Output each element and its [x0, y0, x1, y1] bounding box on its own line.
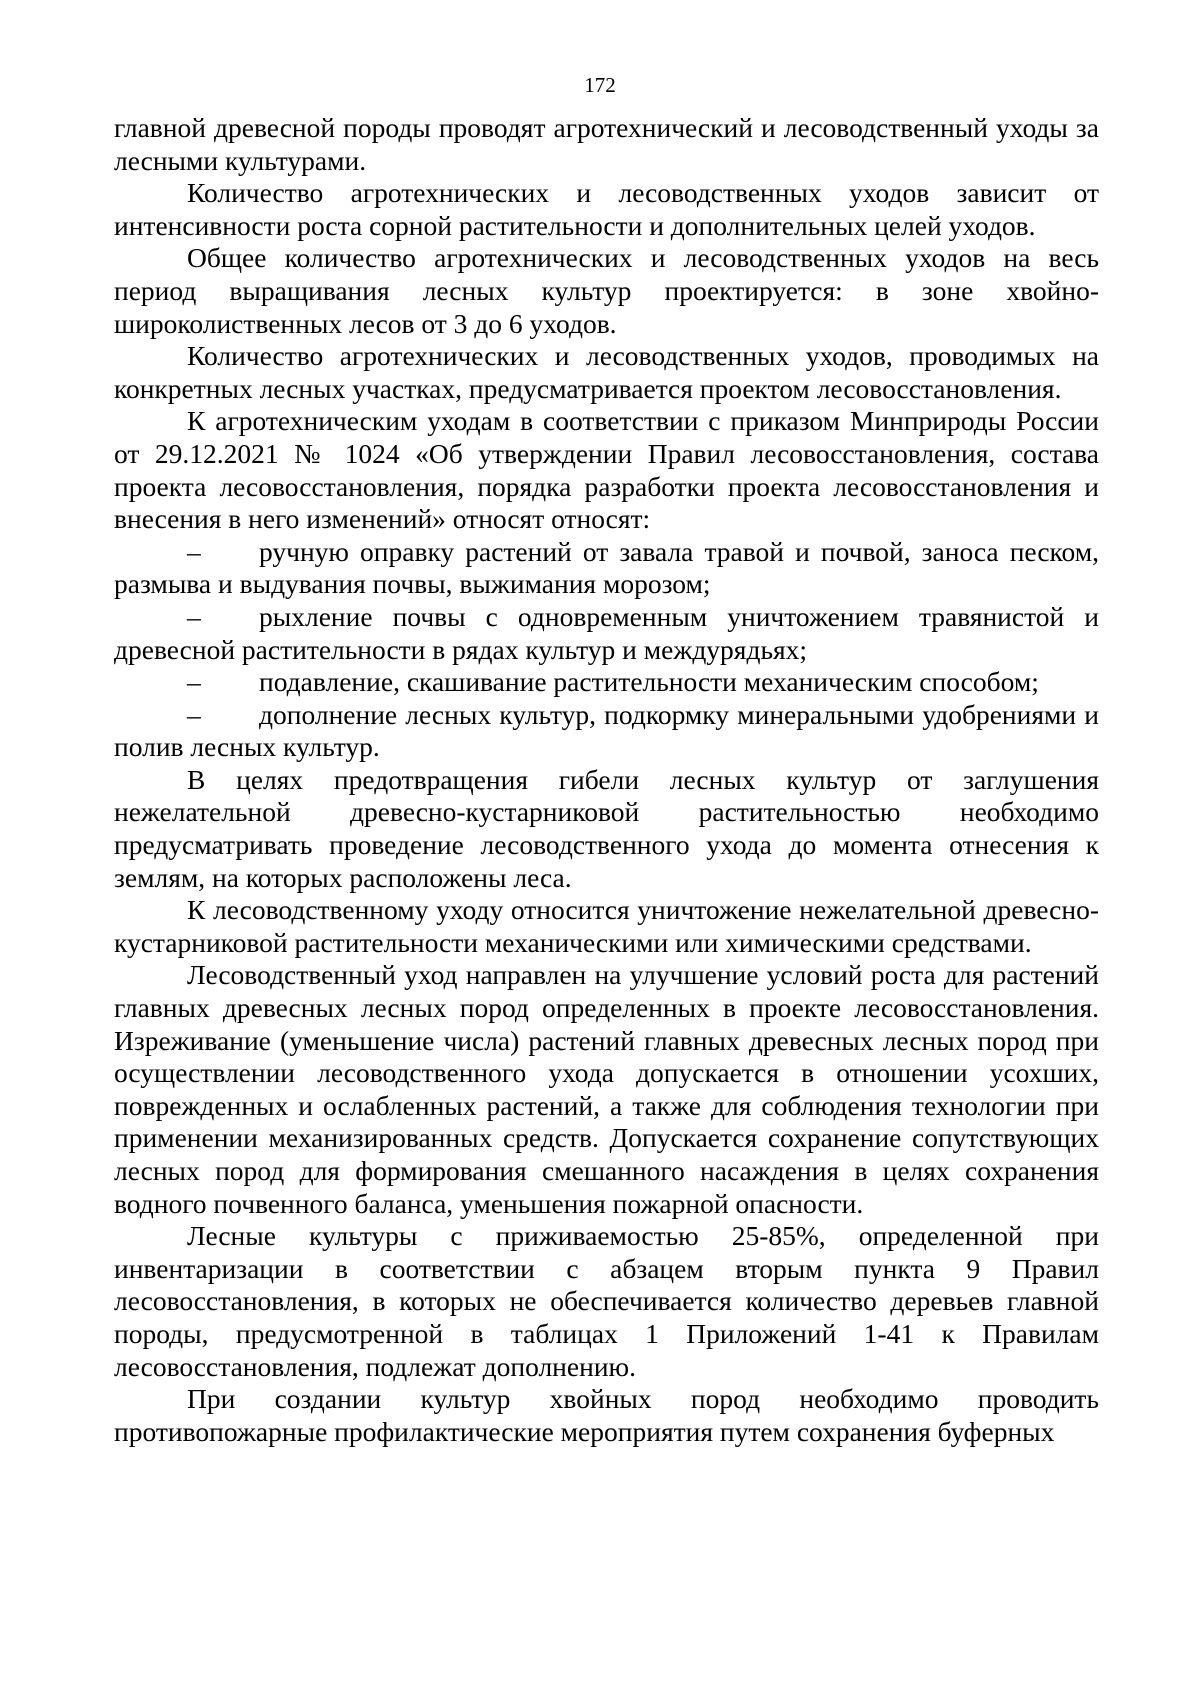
paragraph-continuation: главной древесной породы проводят агротехнический и лесоводственный уходы за лесными культурами.	[114, 112, 1099, 176]
list-item-text: ручную оправку растений от завала травой и почвой, заноса песком, размыва и выдувания почвы, выжимания морозом;	[114, 535, 1099, 600]
list-dash: –	[187, 666, 201, 698]
list-item	[114, 536, 1099, 601]
list-dash: –	[187, 698, 201, 730]
paragraph: Общее количество агротехнических и лесоводственных уходов на весь период выращивания лесных культур проектируется: в зоне хвойно-широколиственных лесов от 3 до 6 уходов.	[114, 242, 1099, 339]
list-item	[114, 699, 1099, 764]
list-item	[114, 666, 1099, 699]
paragraph: Лесные культуры с приживаемостью 25-85%, определенной при инвентаризации в соответствии с абзацем вторым пункта 9 Правил лесовосстановления, в которых не обеспечивается количество деревьев главной породы, предусмотренной в таблицах 1 Приложений 1-41 к Правилам лесовосстановления, подлежат дополнению.	[114, 1220, 1099, 1382]
paragraph: При создании культур хвойных пород необходимо проводить противопожарные профилактические мероприятия путем сохранения буферных	[114, 1383, 1099, 1447]
paragraph: К агротехническим уходам в соответствии с приказом Минприроды России от 29.12.2021 № 1024 «Об утверждении Правил лесовосстановления, состава проекта лесовосстановления, порядка разработки проекта лесовосстановления и внесения в него изменений» относят относят:	[114, 405, 1099, 535]
paragraph: К лесоводственному уходу относится уничтожение нежелательной древесно-кустарниковой растительности механическими или химическими средствами.	[114, 894, 1099, 958]
list-dash: –	[187, 535, 201, 567]
list-item-text: рыхление почвы с одновременным уничтожением травянистой и древесной растительности в рядах культур и междурядьях;	[114, 600, 1099, 665]
list-item-text: дополнение лесных культур, подкормку минеральными удобрениями и полив лесных культур.	[114, 698, 1099, 763]
list-item	[114, 601, 1099, 666]
page-number: 172	[584, 73, 616, 97]
paragraph: Количество агротехнических и лесоводственных уходов зависит от интенсивности роста сорной растительности и дополнительных целей уходов.	[114, 177, 1099, 241]
paragraph: Лесоводственный уход направлен на улучшение условий роста для растений главных древесных лесных пород определенных в проекте лесовосстановления. Изреживание (уменьшение числа) растений главных древесных лесных пород при осуществлении лесоводственного ухода допускается в отношении усохших, поврежденных и ослабленных растений, а также для соблюдения технологии при применении механизированных средств. Допускается сохранение сопутствующих лесных пород для формирования смешанного насаждения в целях сохранения водного почвенного баланса, уменьшения пожарной опасности.	[114, 959, 1099, 1219]
paragraph: Количество агротехнических и лесоводственных уходов, проводимых на конкретных лесных участках, предусматривается проектом лесовосстановления.	[114, 340, 1099, 404]
document-body	[114, 112, 1099, 1448]
paragraph: В целях предотвращения гибели лесных культур от заглушения нежелательной древесно-кустарниковой растительностью необходимо предусматривать проведение лесоводственного ухода до момента отнесения к землям, на которых расположены леса.	[114, 763, 1099, 893]
list-item-text: подавление, скашивание растительности механическим способом;	[259, 666, 1039, 698]
list-dash: –	[187, 600, 201, 632]
